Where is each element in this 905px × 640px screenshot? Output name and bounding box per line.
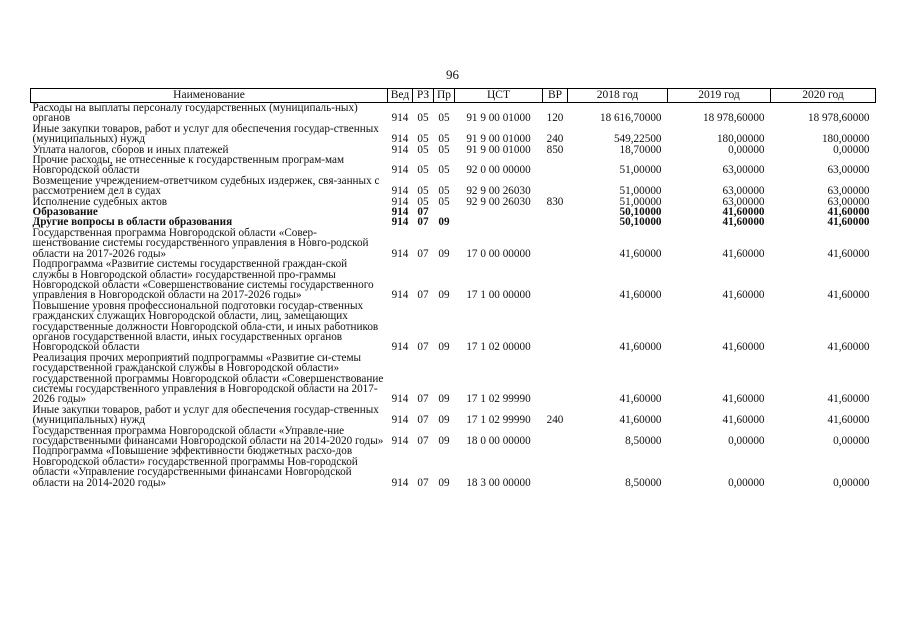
cell-ved: 914 xyxy=(391,435,409,447)
cell-name: Образование xyxy=(32,206,98,219)
cell-pr: 09 xyxy=(438,216,450,229)
cell-ved: 914 xyxy=(391,133,409,146)
cell-cst: 17 1 02 00000 xyxy=(466,341,531,354)
cell-2019: 41,60000 xyxy=(722,341,765,354)
cell-2020: 0,00000 xyxy=(833,143,870,156)
cell-vr xyxy=(543,228,568,259)
table-row xyxy=(31,446,876,488)
table-row xyxy=(31,259,876,301)
cell-ved: 914 xyxy=(391,247,409,260)
cell-2020: 63,00000 xyxy=(827,195,870,208)
cell-cst: 17 1 02 99990 xyxy=(466,414,531,427)
cell-2020: 180,00000 xyxy=(821,133,870,146)
col-header-ved: Вед xyxy=(388,89,413,103)
cell-rz: 05 xyxy=(417,195,429,208)
cell-2018: 51,00000 xyxy=(619,185,662,198)
cell-2018: 50,10000 xyxy=(619,206,662,219)
cell-cst: 92 9 00 26030 xyxy=(466,195,531,208)
cell-name: Исполнение судебных актов xyxy=(32,195,168,208)
table-row xyxy=(31,124,876,145)
cell-ved: 914 xyxy=(391,393,409,406)
page-number: 96 xyxy=(446,67,459,82)
col-header-name: Наименование xyxy=(31,89,388,103)
cell-2020: 41,60000 xyxy=(827,414,870,427)
cell-cst: 92 9 00 26030 xyxy=(466,185,531,198)
cell-vr: 850 xyxy=(546,143,564,156)
cell-ved: 914 xyxy=(391,341,409,354)
cell-pr: 05 xyxy=(438,164,450,177)
cell-rz: 07 xyxy=(417,206,429,219)
table-row xyxy=(31,301,876,353)
cell-vr xyxy=(543,207,568,217)
cell-2018: 18,70000 xyxy=(619,143,662,156)
cell-cst: 17 1 00 00000 xyxy=(466,289,531,302)
cell-rz: 07 xyxy=(417,414,429,427)
table-row xyxy=(31,228,876,259)
cell-vr xyxy=(543,301,568,353)
cell-2018: 51,00000 xyxy=(619,195,662,208)
cell-ved: 914 xyxy=(391,164,409,177)
cell-ved: 914 xyxy=(391,195,409,208)
cell-ved: 914 xyxy=(391,414,409,427)
cell-2019: 41,60000 xyxy=(722,393,765,406)
cell-2018: 8,50000 xyxy=(625,435,662,447)
cell-vr xyxy=(543,176,568,197)
cell-pr: 05 xyxy=(438,143,450,156)
cell-2019: 41,60000 xyxy=(722,247,765,260)
cell-2018: 8,50000 xyxy=(625,476,662,489)
cell-vr: 120 xyxy=(546,112,564,125)
cell-ved: 914 xyxy=(391,185,409,198)
cell-pr: 09 xyxy=(438,393,450,406)
cell-name: Повышение уровня профессиональной подготовки государ-ственных гражданских служащих Новгородской области, лиц, замещающих государственные должности Новгородской обла-сти, и иных работников органов государственной власти, иных государственных органов Новгородской области xyxy=(32,299,379,354)
cell-cst: 17 0 00 00000 xyxy=(466,247,531,260)
cell-pr: 09 xyxy=(438,289,450,302)
cell-2018: 50,10000 xyxy=(619,216,662,229)
cell-rz: 07 xyxy=(417,393,429,406)
cell-2019: 180,00000 xyxy=(716,133,765,146)
cell-2018: 41,60000 xyxy=(619,289,662,302)
cell-vr xyxy=(543,155,568,176)
cell-ved: 914 xyxy=(391,143,409,156)
cell-2018: 41,60000 xyxy=(619,393,662,406)
cell-name: Расходы на выплаты персоналу государственных (муниципаль-ных) органов xyxy=(32,102,358,125)
cell-name: Другие вопросы в области образования xyxy=(32,216,233,229)
table-row xyxy=(31,155,876,176)
cell-2020: 63,00000 xyxy=(827,185,870,198)
cell-2019: 0,00000 xyxy=(728,143,765,156)
cell-vr: 830 xyxy=(546,195,564,208)
cell-2018: 549,22500 xyxy=(613,133,662,146)
cell-2020: 63,00000 xyxy=(827,164,870,177)
cell-rz: 07 xyxy=(417,341,429,354)
cell-pr: 05 xyxy=(438,112,450,125)
cell-rz: 07 xyxy=(417,289,429,302)
col-header-2020: 2020 год xyxy=(771,89,876,103)
cell-name: Подпрограмма «Повышение эффективности бюджетных расхо-дов Новгородской области» государственной программы Нов-городской области «Управление государственными финансами Новгородской области на 2014-2020 годы» xyxy=(32,445,358,489)
cell-name: Государственная программа Новгородской области «Управле-ние государственными финансами Новгородской области на 2014-2020 годы» xyxy=(32,424,384,447)
table-row xyxy=(31,353,876,405)
cell-2020: 41,60000 xyxy=(827,341,870,354)
cell-rz: 07 xyxy=(417,216,429,229)
cell-2019: 63,00000 xyxy=(722,185,765,198)
cell-2019: 41,60000 xyxy=(722,414,765,427)
cell-2019: 41,60000 xyxy=(722,206,765,219)
cell-2020: 18 978,60000 xyxy=(807,112,870,125)
col-header-rz: РЗ xyxy=(413,89,434,103)
cell-name: Иные закупки товаров, работ и услуг для обеспечения государ-ственных (муниципальных) нужд xyxy=(32,122,379,146)
cell-pr: 05 xyxy=(438,195,450,208)
cell-ved: 914 xyxy=(391,112,409,125)
cell-cst: 91 9 00 01000 xyxy=(466,133,531,146)
cell-cst: 91 9 00 01000 xyxy=(466,112,531,125)
cell-name: Иные закупки товаров, работ и услуг для обеспечения государ-ственных (муниципальных) нужд xyxy=(32,403,379,427)
cell-2019: 63,00000 xyxy=(722,164,765,177)
cell-pr: 05 xyxy=(438,185,450,198)
col-header-pr: Пр xyxy=(434,89,455,103)
col-header-2019: 2019 год xyxy=(668,89,771,103)
cell-2019: 41,60000 xyxy=(722,289,765,302)
cell-vr xyxy=(543,446,568,488)
cell-2020: 41,60000 xyxy=(827,216,870,229)
cell-cst: 92 0 00 00000 xyxy=(466,164,531,177)
cell-name: Уплата налогов, сборов и иных платежей xyxy=(32,143,229,156)
cell-vr xyxy=(543,259,568,301)
cell-2019: 0,00000 xyxy=(728,435,765,447)
cell-rz: 05 xyxy=(417,185,429,198)
cell-name: Прочие расходы, не отнесенные к государственным програм-мам Новгородской области xyxy=(32,154,345,177)
cell-ved: 914 xyxy=(391,206,409,219)
budget-table xyxy=(30,88,876,488)
cell-name: Подпрограмма «Развитие системы государственной граждан-ской службы в Новгородской области» государственной про-граммы Новгородской области «Совершенствование системы государственного управления в Новгородской области на 2017-2026 годы» xyxy=(32,258,374,302)
cell-pr: 09 xyxy=(438,247,450,260)
cell-2019: 63,00000 xyxy=(722,195,765,208)
cell-pr: 05 xyxy=(438,133,450,146)
cell-cst: 18 3 00 00000 xyxy=(466,476,531,489)
cell-pr: 09 xyxy=(438,435,450,447)
cell-name: Реализация прочих мероприятий подпрограммы «Развитие си-стемы государственной гражданской службы в Новгородской области» государственной программы Новгородской области «Совершенствование системы государственного управления в Новгородской области на 2017-2026 годы» xyxy=(32,351,384,406)
cell-2020: 41,60000 xyxy=(827,393,870,406)
cell-rz: 07 xyxy=(417,435,429,447)
table-row xyxy=(31,103,876,124)
cell-name: Государственная программа Новгородской области «Совер-шенствование системы государственного управления в Новго-родской области на 2017-2026 годы» xyxy=(32,226,369,260)
cell-name: Возмещение учреждением-ответчиком судебных издержек, свя-занных с рассмотрением дел в судах xyxy=(32,174,380,198)
cell-vr xyxy=(543,217,568,227)
cell-rz: 05 xyxy=(417,112,429,125)
cell-pr: 09 xyxy=(438,341,450,354)
cell-pr: 09 xyxy=(438,414,450,427)
cell-cst: 18 0 00 00000 xyxy=(466,435,531,447)
cell-2020: 41,60000 xyxy=(827,206,870,219)
cell-vr: 240 xyxy=(546,133,564,146)
cell-cst xyxy=(455,217,543,227)
cell-2020: 0,00000 xyxy=(833,435,870,447)
table-body xyxy=(31,103,876,489)
table-row xyxy=(31,426,876,447)
col-header-2018: 2018 год xyxy=(568,89,668,103)
table-header-row xyxy=(31,89,876,103)
cell-ved: 914 xyxy=(391,476,409,489)
cell-2018: 18 616,70000 xyxy=(599,112,662,125)
cell-ved: 914 xyxy=(391,289,409,302)
cell-cst: 17 1 02 99990 xyxy=(466,393,531,406)
cell-cst xyxy=(455,207,543,217)
cell-2018: 51,00000 xyxy=(619,164,662,177)
cell-2019: 0,00000 xyxy=(728,476,765,489)
table-row xyxy=(31,405,876,426)
cell-ved: 914 xyxy=(391,216,409,229)
cell-rz: 07 xyxy=(417,247,429,260)
cell-2020: 41,60000 xyxy=(827,247,870,260)
cell-2018: 41,60000 xyxy=(619,341,662,354)
cell-rz: 05 xyxy=(417,164,429,177)
cell-rz: 05 xyxy=(417,133,429,146)
table-row xyxy=(31,176,876,197)
cell-vr xyxy=(543,353,568,405)
cell-pr: 09 xyxy=(438,476,450,489)
cell-2020: 0,00000 xyxy=(833,476,870,489)
cell-2018: 41,60000 xyxy=(619,247,662,260)
col-header-vr: ВР xyxy=(543,89,568,103)
cell-2019: 18 978,60000 xyxy=(702,112,765,125)
cell-2018: 41,60000 xyxy=(619,414,662,427)
col-header-cst: ЦСТ xyxy=(455,89,543,103)
cell-2019: 41,60000 xyxy=(722,216,765,229)
cell-2020: 41,60000 xyxy=(827,289,870,302)
cell-rz: 05 xyxy=(417,143,429,156)
cell-rz: 07 xyxy=(417,476,429,489)
cell-cst: 91 9 00 01000 xyxy=(466,143,531,156)
cell-vr xyxy=(543,426,568,447)
cell-vr: 240 xyxy=(546,414,564,427)
